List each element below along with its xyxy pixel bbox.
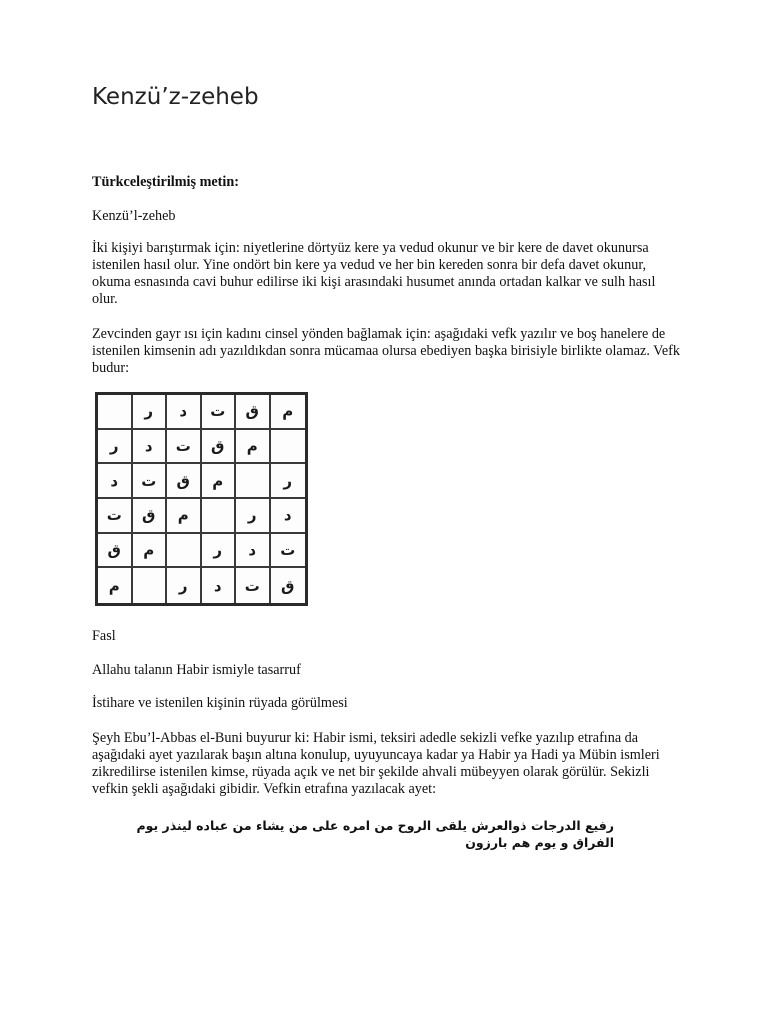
vefk-cell bbox=[236, 464, 271, 499]
vefk-square-image bbox=[95, 392, 308, 606]
document-title: Kenzü’z-zeheb bbox=[92, 84, 259, 110]
section-heading-istihare: İstihare ve istenilen kişinin rüyada görülmesi bbox=[92, 695, 348, 711]
vefk-cell: م bbox=[202, 464, 237, 499]
vefk-cell: ت bbox=[98, 499, 133, 534]
vefk-cell bbox=[271, 430, 306, 465]
vefk-cell: ر bbox=[236, 499, 271, 534]
vefk-cell bbox=[133, 568, 168, 603]
subtitle: Türkceleştirilmiş metin: bbox=[92, 174, 239, 190]
vefk-cell: ق bbox=[281, 576, 295, 595]
section-heading-habir: Allahu talanın Habir ismiyle tasarruf bbox=[92, 662, 301, 678]
vefk-cell: ت bbox=[167, 430, 202, 465]
paragraph-vefk-intro: Zevcinden gayr ısı için kadını cinsel yönden bağlamak için: aşağıdaki vefk yazılır ve boş hanelere de istenilen kimsenin adı yazıldıkdan sonra mücamaa olursa ebediyen başka birisiyle birlikte olamaz. Vefk budur: bbox=[92, 326, 680, 376]
vefk-cell: ر bbox=[133, 395, 168, 430]
vefk-cell: د bbox=[236, 534, 271, 569]
vefk-cell: ت bbox=[271, 534, 306, 569]
vefk-cell: د bbox=[133, 430, 168, 465]
arabic-ayet: رفيع الدرجات ذوالعرش يلقى الروح من امره على من يشاء من عباده لينذر يوم الفراق و يوم هم بارزون bbox=[136, 818, 614, 850]
vefk-cell: د bbox=[271, 499, 306, 534]
vefk-cell bbox=[202, 499, 237, 534]
vefk-cell: د bbox=[167, 395, 202, 430]
vefk-cell: ت bbox=[236, 568, 271, 603]
vefk-cell: م bbox=[98, 568, 133, 603]
vefk-cell: ق bbox=[98, 534, 133, 569]
vefk-cell: م bbox=[133, 534, 168, 569]
paragraph-buni: Şeyh Ebu’l-Abbas el-Buni buyurur ki: Habir ismi, teksiri adedle sekizli vefke yazılıp etrafına da aşağıdaki ayet yazılarak başın altına konulup, uyuyuncaya kadar ya Habir ya Hadi ya Mübin ismleri zikredilirse istenilen kimse, rüyada açık ve net bir şekilde ahvali mübeyyen olarak görülür. Sekizli vefkin şekli aşağıdaki gibidir. Vefkin etrafına yazılacak ayet: bbox=[92, 730, 660, 797]
vefk-cell: ق bbox=[167, 464, 202, 499]
paragraph-reconciliation: İki kişiyi barıştırmak için: niyetlerine dörtyüz kere ya vedud okunur ve bir kere de davet okunursa istenilen hasıl olur. Yine ondört bin kere ya vedud ve her bin kereden sonra bir defa davet okunur, okuma esnasında cavi buhur edilirse iki kişi arasındaki husumet anında ortadan kalkar ve sulh hasıl olur. bbox=[92, 240, 656, 307]
vefk-cell: ر bbox=[98, 430, 133, 465]
vefk-cell: ق bbox=[236, 395, 271, 430]
vefk-cell: ت bbox=[133, 464, 168, 499]
vefk-cell: ر bbox=[202, 534, 237, 569]
vefk-cell bbox=[167, 534, 202, 569]
vefk-cell: ر bbox=[271, 464, 306, 499]
vefk-cell bbox=[98, 395, 133, 430]
fasl-heading: Fasl bbox=[92, 628, 116, 644]
vefk-cell: ق bbox=[202, 430, 237, 465]
vefk-cell: ر bbox=[167, 568, 202, 603]
vefk-cell: م bbox=[271, 395, 306, 430]
vefk-cell: ق bbox=[133, 499, 168, 534]
vefk-cell: م bbox=[236, 430, 271, 465]
section-heading-kenz: Kenzü’l-zeheb bbox=[92, 208, 176, 224]
vefk-cell: د bbox=[98, 464, 133, 499]
vefk-cell: ت bbox=[202, 395, 237, 430]
vefk-cell: د bbox=[202, 568, 237, 603]
vefk-cell: م bbox=[167, 499, 202, 534]
